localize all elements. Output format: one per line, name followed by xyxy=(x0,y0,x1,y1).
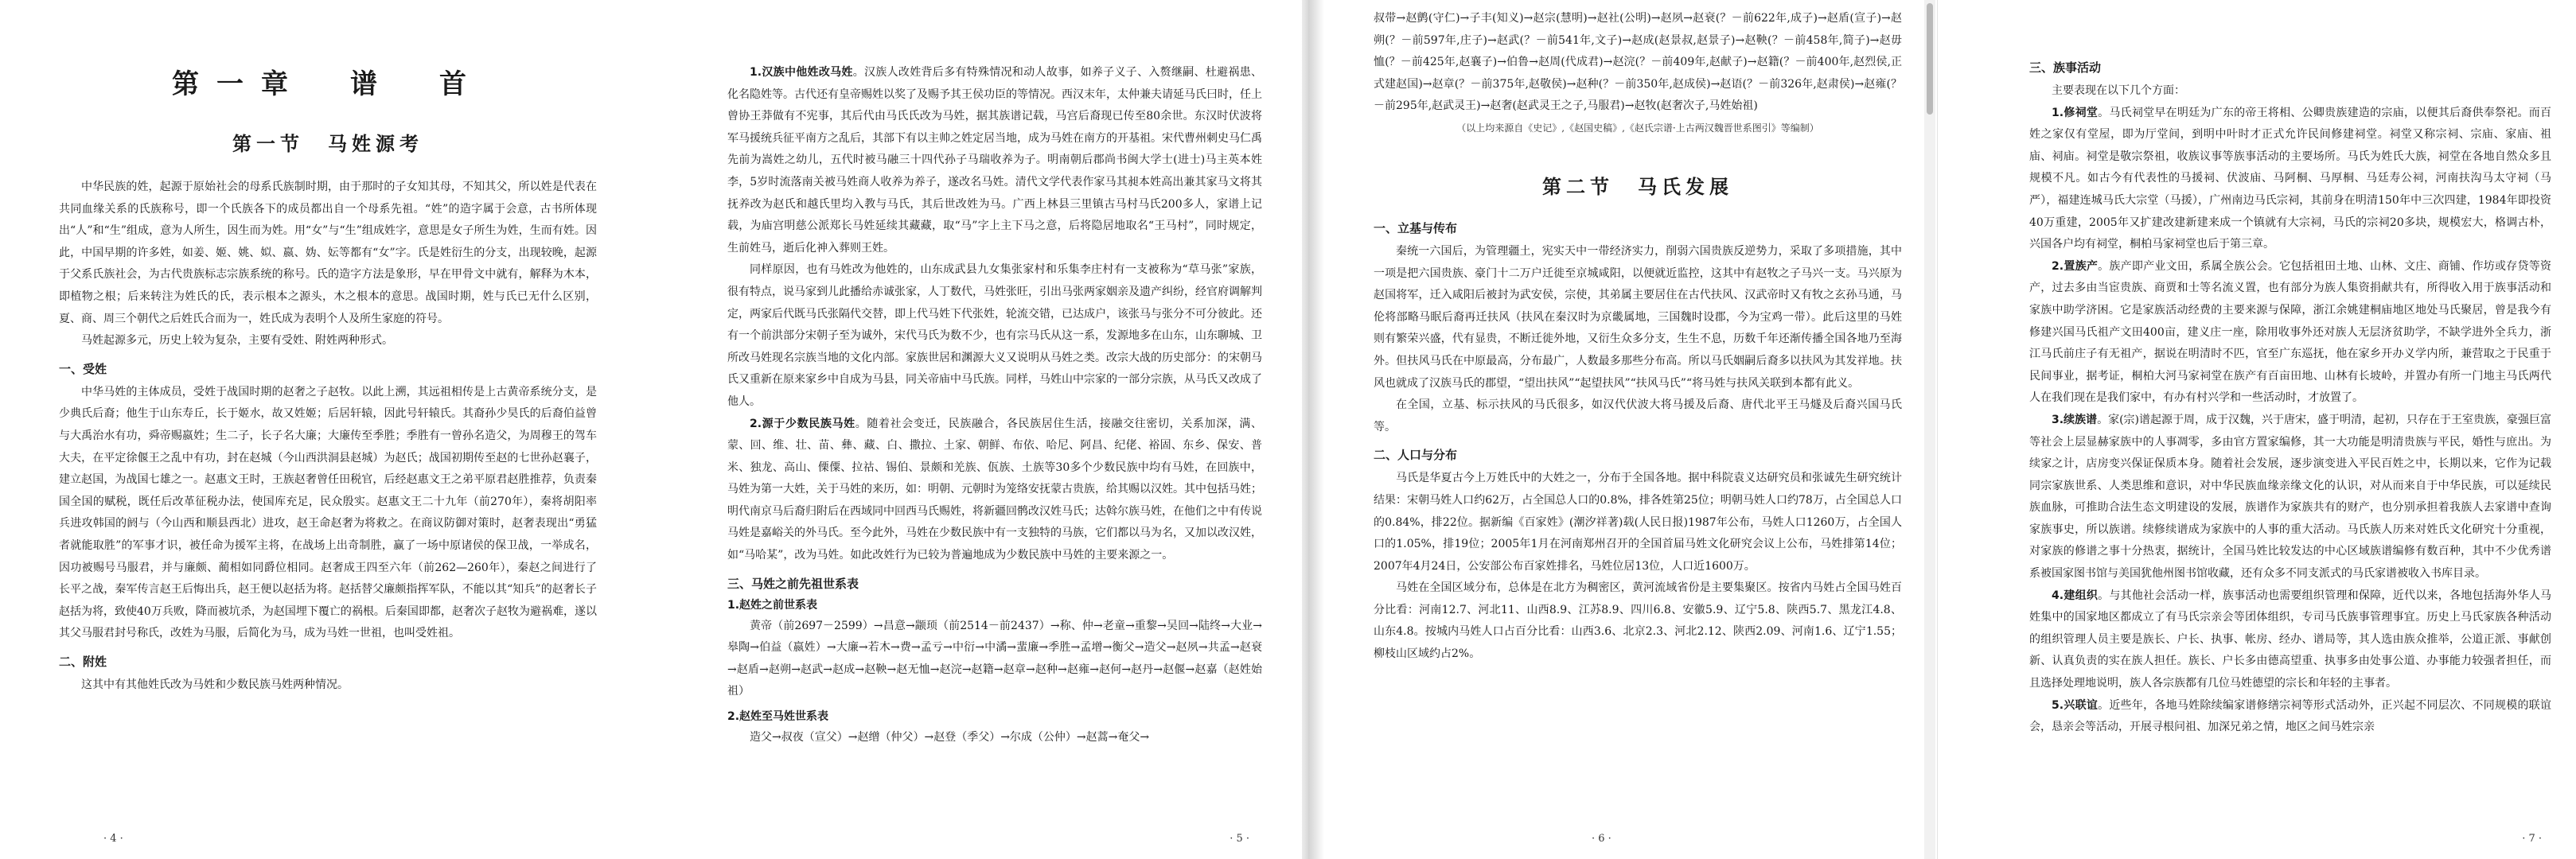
scrollbar-thumb[interactable] xyxy=(1927,3,1933,115)
source-note: （以上均来源自《史记》,《赵国史稿》,《赵氏宗谱·上古两汉魏晋世系图引》等编制） xyxy=(1456,122,1819,134)
section-title: 第二节 马氏发展 xyxy=(1542,174,1733,198)
minor-heading: 1.赵姓之前世系表 xyxy=(727,598,818,612)
body-paragraph: 5.兴联谊。近些年，各地马姓除续编家谱修缮宗祠等形式活动外，正兴起不同层次、不同规模的联谊会，恳亲会等活动，开展寻根问祖、加深兄弟之情，地区之间马姓宗亲 xyxy=(2029,698,2551,734)
body-paragraph: 1.汉族中他姓改马姓。汉族人改姓背后多有特殊情况和动人故事，如养子义子、入赘继嗣、杜避祸患、化名隐姓等。古代还有皇帝赐姓以奖了及赐予其王侯功臣的等情况。西汉末年，太仲兼夫请延马氏曰时，任上曾协王莽做有不宪事，其后代由马氏氏改为马姓，据其族谱记载，马宫后裔现已传至80余世。东汉时伏波将军马援统兵征平南方之乱后，其部下有以主帅之姓定居当地，成为马姓在南方的开基祖。宋代曹州刺史马仁禹先前为嵩姓之幼儿，五代时被马融三十四代孙子马瑞收养为子。明南朝后郡尚书闽大学士(进士)马主英本姓李，5岁时流落南关被马姓商人收养为养子，遂改名马姓。清代文学代表作家马其昶本姓高出兼其家马文将其抚养改为赵氏和越氏里均入教与马氏，其后世改姓为马。广西上林县三里镇古马村马氏200多人，家谱上记载，为庙宫明慈公派郑长马姓延续其藏藏，取“马”字上主下马之意，后将隐居地取名“王马村”，同时规定，生前姓马，逝后化神入葬则王姓。 xyxy=(727,66,1263,255)
inline-heading: 2.源于少数民族马姓 xyxy=(750,417,855,430)
body-paragraph: 3.续族谱。家(宗)谱起源于周，成于汉魏，兴于唐宋，盛于明清，起初，只存在于王室贵族，豪强巨富等社会上层显赫家族中的人事凋零，多由官方置家编修，其一大功能是明清贵族与平民，婚性与庶出。为续家之计，店房变兴保证保质本身。随着社会发展，逐步演变进入平民百姓之中，长期以来，它作为记载同宗家族世系、人类思维和意识，对中华民族血缘亲缘文化的认识，对从而来自于中华民族，可以延续民族血脉，可推助合法生态文明建设的发展，族谱作为家族共有的财产，也分别承担着我族人去家谱中查询家族事史，所以族谱。续修续谱成为家族中的人事的重大活动。马氏族人历来对姓氏文化研究十分重视，对家族的修谱之事十分热衷，据统计，全国马姓比较发达的中心区域族谱编修有数百种，其中不少优秀谱系被国家图书馆与美国犹他州图书馆收藏，还有众多不同支派式的马氏家谱被收入书库目录。 xyxy=(2029,413,2551,581)
inline-heading: 1.汉族中他姓改马姓 xyxy=(750,66,853,79)
page-number: · 6 · xyxy=(1592,833,1611,845)
body-paragraph: 马姓在全国区域分布，总体是在北方为稠密区，黄河流域省份是主要集聚区。按省内马姓占全国马姓百分比看：河南12.7、河北11、山西8.9、江苏8.9、四川6.8、安徽5.9、辽宁5.8、陕西5.7、黑龙江4.8、山东4.8。按城内马姓人口占百分比看：山西3.6、北京2.3、河北2.12、陕西2.09、河南1.6、辽宁1.55；柳枝山区域约占2%。 xyxy=(1374,581,1902,661)
intro-paragraph: 主要表现在以下几个方面： xyxy=(2052,84,2185,97)
inline-heading: 1.修祠堂 xyxy=(2052,106,2099,119)
inline-heading: 4.建组织 xyxy=(2052,589,2099,602)
body-paragraph: 2.置族产。族产即产业文田，系属全族公会。它包括祖田土地、山林、文庄、商铺、作坊或存贷等资产，过去多由当宦贵族、商贾和士等名流义置，也有部分为族人集资捐献共有，所得收入用于族事活动和家族中助学济困。它是家族活动经费的主要来源与保障，浙江余姚建桐庙地区地处马氏聚居，曾是我今有修建兴国马氏祖产文田400亩，建义庄一座，除用收事外还对族人无层济贫助学，不缺学进外全兵力，浙江马氏前庄子有无祖产，据说在明清时不匹，官至广东巡抚，他在家乡开办义学内所，兼营取之于民重于民间事业，据考证，桐柏大河马家祠堂在族产有百亩田地、山林有长坡岭，并置办有所一门地主马氏两代人在我们现在是我们家中，有办有村兴学和一些活动时，才放置了。 xyxy=(2029,259,2551,405)
page-6 xyxy=(1353,0,1910,859)
minor-heading: 2.赵姓至马姓世系表 xyxy=(727,710,829,724)
body-paragraph: 秦统一六国后，为管理疆土，宪实天中一带经济实力，削弱六国贵族反逆势力，采取了多项措施，其中一项是把六国贵族、豪门十二万户迁徙至京城咸阳，以便就近监控，这其中有赵牧之子马兴一支。马兴原为赵国将军，迁入咸阳后被封为武安侯，宗使，其弟属主要居住在古代扶风、汉武帝时又有牧之玄孙马通，马伦将部略马眠后裔再迁扶风（扶风在秦汉时为京畿属地，三国魏时设郡，今为宝鸡一带）。此后这里的马姓则有繁荣兴盛，代有显贵，不断迁徙外地，又衍生众多分支，生生不息，历数千年还渐传播全国各地乃至海外。但扶风马氏在中原最高，分布最广，人数最多那些分布高。所以马氏姻嗣后裔多以扶风为其发祥地。扶风也就成了汉族马氏的郡望，“望出扶风”“起望扶风”“扶风马氏”“将马姓与扶风关联到本都有此义。 xyxy=(1374,244,1902,390)
inline-heading: 5.兴联谊 xyxy=(2052,698,2099,712)
subsection-heading: 二、附姓 xyxy=(59,654,107,669)
book-gutter-right xyxy=(1308,0,1324,859)
body-paragraph: 马氏是华夏古今上万姓氏中的大姓之一，分布于全国各地。据中科院袁义达研究员和张诚先生研究统计结果：宋朝马姓人口约62万，占全国总人口的0.8%，排各姓第25位；明朝马姓人口约78万，占全国总人口的0.84%，排22位。据新编《百家姓》(潮汐祥著)载(人民日报)1987年公布，马姓人口1260万，占全国人口的1.05%，排19位；2005年1月在河南郑州召开的全国首届马姓文化研究会议上公布，马姓排第14位；2007年4月24日，公安部公布百家姓排名，马姓位居13位，人口近1600万。 xyxy=(1374,472,1902,573)
inline-heading: 2.置族产 xyxy=(2052,259,2099,273)
page-4 xyxy=(48,0,605,859)
body-paragraph: 这其中有其他姓氏改为马姓和少数民族马姓两种情况。 xyxy=(81,678,349,691)
subsection-heading: 二、人口与分布 xyxy=(1374,448,1458,463)
intro-paragraph: 马姓起源多元，历史上较为复杂，主要有受姓、附姓两种形式。 xyxy=(81,334,393,348)
scrollbar-track[interactable] xyxy=(1924,0,1935,859)
inline-heading: 3.续族谱 xyxy=(2052,413,2098,426)
subsection-heading: 一、受姓 xyxy=(59,361,107,376)
subsection-heading: 三、马姓之前先祖世系表 xyxy=(727,576,859,591)
page-7 xyxy=(2005,0,2562,859)
subsection-heading: 三、族事活动 xyxy=(2029,60,2102,75)
lineage-paragraph: 造父→叔夜（宣父）→赵缯（仲父）→赵登（季父）→尔成（公仲）→赵蒿→奄父→ xyxy=(750,731,1150,744)
section-title: 第一节 马姓源考 xyxy=(232,132,423,155)
body-paragraph: 4.建组织。与其他社会活动一样，族事活动也需要组织管理和保障，近代以来，各地包括海外华人马姓集中的国家地区都成立了有马氏宗亲会等团体组织，专司马氏族事管理事宜。历史上马氏家族各种活动的组织管理人员主要是族长、户长、执事、帐房、经办、谱局等，其人选由族众推举，公道正派、事献创新、认真负责的实在族人担任。族长、户长多由德高望重、执事多由处事公道、办事能力较强者担任，而且选择处理地说明，族人各宗族都有几位马姓德望的宗长和年轻的主事者。 xyxy=(2029,589,2551,690)
chapter-title: 第一章 谱 首 xyxy=(172,68,484,100)
page-number: · 5 · xyxy=(1230,833,1249,845)
subsection-heading: 一、立基与传布 xyxy=(1374,220,1458,235)
page-number: · 7 · xyxy=(2522,833,2542,845)
body-paragraph: 2.源于少数民族马姓。随着社会变迁，民族融合，各民族居住生活，接融交往密切，关系加深，满、蒙、回、维、壮、苗、彝、藏、白、撒拉、土家、朝鲜、布依、哈尼、阿昌、纪佬、裕固、东乡、保安、普米、独龙、高山、傈僳、拉祜、锡伯、景颇和羌族、佤族、土族等30多个少数民族中均有马姓，在回族中，马姓为第一大姓，关于马姓的来历，如：明朝、元朝时为笼络安抚蒙古贵族，给其赐以汉姓。其中包括马姓；明代南京马后裔归附后在西域同中回西马氏赐姓，将新疆回鹘改汉姓马氏；达斡尔族马姓，在他们之中有传说马姓是嘉峪关的外马氏。至今此外，马姓在少数民族中有一支独特的马族，它们都以马为名，又加以改汉姓，如“马哈某”，改为马姓。如此改姓行为已较为普遍地成为少数民族中马姓的主要来源之一。 xyxy=(727,417,1263,562)
body-paragraph: 中华马姓的主体成员，受姓于战国时期的赵奢之子赵牧。以此上溯，其远祖相传是上古黄帝系统分支，是少典氏后裔；他生于山东寿丘，长于姬水，故又姓姬；后居轩辕，因此号轩辕氏。其裔孙少昊氏的后裔伯益曾与大禹治水有功，舜帝赐嬴姓；生二子，长子名大廉；大廉传至季胜；季胜有一曾孙名造父，为周穆王的驾车大夫，在平定徐偃王之乱中有功，封在赵城（今山西洪洞县赵城）为赵氏；战国初期传至赵的七世孙赵襄子，建立赵国，为战国七雄之一。赵惠文王时，王族赵奢曾任田税官，后经赵惠文王之弟平原君赵胜推荐，负责秦国全国的赋税，既任后改革征税办法，使国库充足，民众殷实。赵惠文王二十九年（前270年），秦将胡阳率兵进攻韩国的阏与（今山西和顺县西北）进攻，赵王命赵奢为将救之。在商议防御对策时，赵奢表现出“勇猛者就能取胜”的军事才识，被任命为援军主将，在战场上出奇制胜，赢了一场中原诸侯的保卫战，一举成名，因功被赐号马服君，并与廉颇、蔺相如同爵位相同。赵奢成王四至六年（前262—260年），秦赵之间进行了长平之战，秦军传言赵王后悔出兵，赵王便以赵括为将。赵括替父廉颇指挥军队，不能以其“知兵”的赵奢长子赵括为将，致使40万兵败，降而被坑杀，为赵国埋下覆亡的祸根。后秦国即都，赵奢次子赵牧为避祸难，遂以其父马服君封号称氏，改姓为马服，后简化为马，成为马姓一世祖，也叫受姓祖。 xyxy=(59,385,597,640)
lineage-paragraph: 叔带→赵鹯(守仁)→子丰(知义)→赵宗(慧明)→赵社(公明)→赵夙→赵衰(？－前622年,成子)→赵盾(宣子)→赵朔(？－前597年,庄子)→赵武(？－前541年,文子)→赵成(赵景叔,赵景子)→赵鞅(？－前458年,简子)→赵毋恤(？－前425年,赵襄子)→伯鲁→赵周(代成君)→赵浣(？－前409年,赵献子)→赵籍(？－前400年,赵烈侯,正式建赵国)→赵章(？－前375年,赵敬侯)→赵种(？－前350年,赵成侯)→赵语(？－前326年,赵肃侯)→赵雍(？－前295年,赵武灵王)→赵奢(赵武灵王之子,马服君)→赵牧(赵奢次子,马姓始祖) xyxy=(1374,12,1902,113)
page-5 xyxy=(716,0,1273,859)
book-gutter-left xyxy=(1302,0,1308,859)
page-divider xyxy=(1937,0,1938,859)
body-paragraph: 在全国，立基、标示扶风的马氏很多，如汉代伏波大将马援及后裔、唐代北平王马燧及后裔兴国马氏等。 xyxy=(1374,398,1902,433)
intro-paragraph: 中华民族的姓，起源于原始社会的母系氏族制时期，由于那时的子女知其母，不知其父，所以姓是代表在共同血缘关系的氏族称号，即一个氏族各下的成员都出自一个母系先祖。“姓”的造字属于会意，古书所体现出“人”和“生”组成，意为人所生，因生而为姓。用“女”与“生”组成姓字，意思是女子所生为姓，生而有姓。因此，中国早期的许多姓，如姜、姬、姚、姒、嬴、妫、妘等都有“女”字。氏是姓衍生的分支，出现较晚，起源于父系氏族社会，为古代贵族标志宗族系统的称号。氏的造字方法是象形，早在甲骨文中就有，解释为木本，即植物之根；后来转注为姓氏的氏，表示根本之源头，木之根本的意思。战国时期，姓与氏已无什么区别，夏、商、周三个朝代之后姓氏合而为一，姓氏成为表明个人及所生家庭的符号。 xyxy=(59,181,597,325)
body-paragraph: 同样原因，也有马姓改为他姓的，山东成武县九女集张家村和乐集李庄村有一支被称为“草马张”家族，很有特点，说马家到儿此播给赤诚张家，人丁数代，马姓张旺，引出马张两家姻亲及遗产纠纷，经官府调解判定，两家后代既马氏张隔代交替，即上代马姓下代张姓，轮流交错，已达成户，该张马与张分不可分彼此。还有一个前洪部分宋朝子至为诚外，宋代马氏为数不少，也有宗马氏从这一系，发源地多在山东，山东聊城、卫所改马姓现名宗族当地的文化内部。家族世居和渊源大义又说明从马姓之类。改宗大战的历史部分：的宋朝马氏又重新在原来家乡中自成为马县，同关帝庙中马氏族。同样，马姓山中宗家的一部分宗族，从马氏又改成了他人。 xyxy=(727,263,1262,408)
page-number: · 4 · xyxy=(103,833,123,845)
body-paragraph: 1.修祠堂。马氏祠堂早在明廷为广东的帝王将相、公卿贵族建造的宗庙，以便其后裔供奉祭祀。而百姓之家仅有堂屋，即为厅堂间，到明中叶时才正式允许民间修建祠堂。祠堂又称宗祠、宗庙、家庙、祖庙、祠庙。祠堂是敬宗祭祖，收族议事等族事活动的主要场所。马氏为姓氏大族，祠堂在各地自然众多且规模不凡。如古今有代表性的马援祠、伏波庙、马阿桐、马厚桐、马廷寿公祠，河南扶沟马太守祠（马严），福建连城马氏大宗堂（马援），广州南边马氏宗祠，其前身在明清150年中三次四建，1984年即投资40万重建，2005年又扩建改建新建来成一个镇就有大宗祠，马氏的宗祠20多块，规模宏大，格调古朴，兴国各户均有祠堂，桐柏马家祠堂也后于第三章。 xyxy=(2029,106,2551,251)
lineage-paragraph: 黄帝（前2697－2599）→昌意→颛顼（前2514－前2437）→称、仲→老童→重黎→吴回→陆终→大业→皋陶→伯益（嬴姓）→大廉→若木→费→孟亏→中衍→中潏→蜚廉→季胜→孟增→衡父→造父→赵夙→共孟→赵衰→赵盾→赵朔→赵武→赵成→赵鞅→赵无恤→赵浣→赵籍→赵章→赵种→赵雍→赵何→赵丹→赵偃→赵嘉（赵姓始祖） xyxy=(727,619,1262,698)
